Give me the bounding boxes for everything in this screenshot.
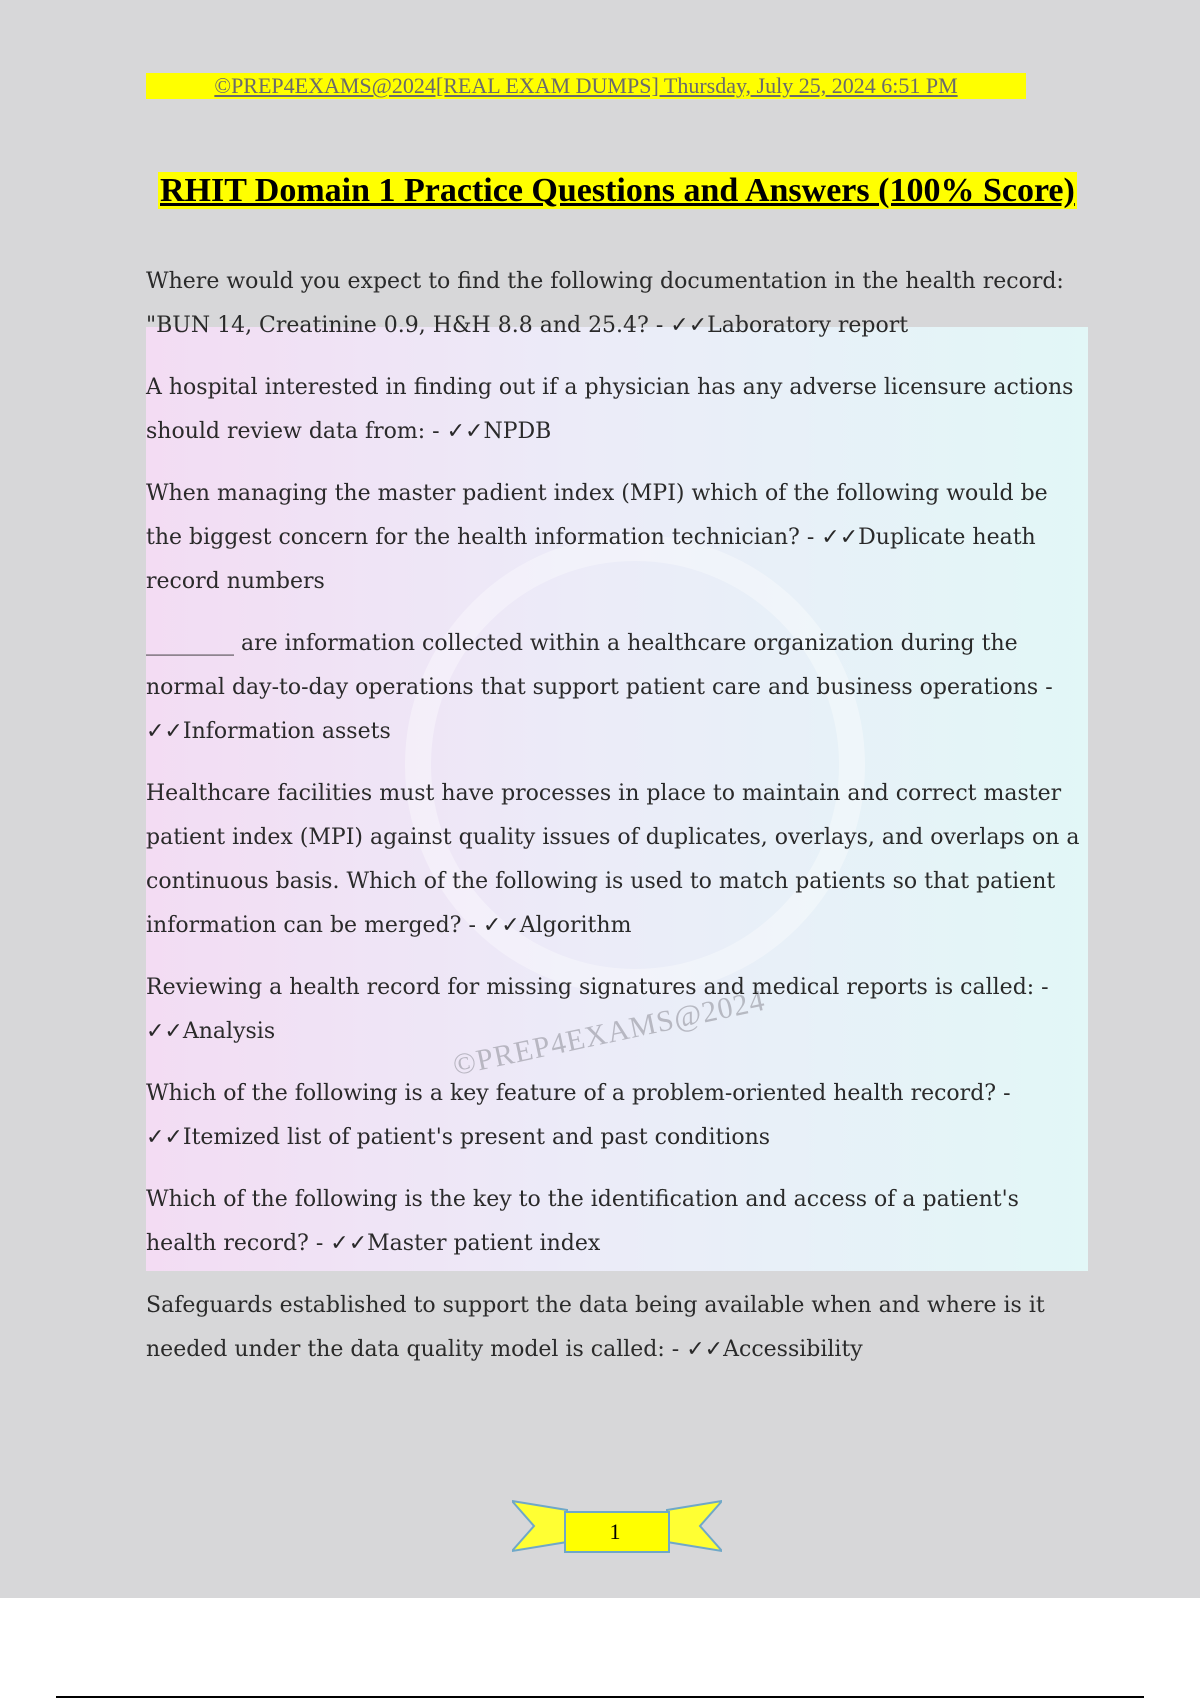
answer-text: Algorithm [519,913,632,938]
question-text: When managing the master padient index (MPI) which of the following would be the biggest concern for the health information technician? - [146,481,1048,550]
page-title [158,170,1077,212]
checkmark-icon: ✓✓ [446,419,484,444]
question-text: Where would you expect to find the following documentation in the health record: "BUN 14, Creatinine 0.9, H&H 8.8 and 25.4? - [146,269,1064,338]
checkmark-icon: ✓✓ [330,1231,368,1256]
qa-item [146,622,1086,754]
qa-item [146,966,1086,1054]
qa-item [146,472,1086,604]
checkmark-icon: ✓✓ [146,1019,183,1044]
qa-item [146,1284,1086,1372]
answer-text: Accessibility [723,1337,863,1362]
question-text: Which of the following is a key feature of a problem-oriented health record? - [146,1081,1011,1106]
qa-item [146,1072,1086,1160]
page-title-text: RHIT Domain 1 Practice Questions and Answers (100% Score) [160,172,1075,209]
qa-item [146,260,1086,348]
checkmark-icon: ✓✓ [146,1125,183,1150]
question-text: Healthcare facilities must have processes in place to maintain and correct master patient index (MPI) against quality issues of duplicates, overlays, and overlaps on a continuous basis. Which of the following is used to match patients so that patient information can be merged? - [146,781,1080,938]
header-banner [146,73,1026,99]
question-text: ________ are information collected within a healthcare organization during the normal day-to-day operations that support patient care and business operations - [146,631,1053,700]
checkmark-icon: ✓✓ [821,525,859,550]
checkmark-icon: ✓✓ [146,719,183,744]
checkmark-icon: ✓✓ [686,1337,724,1362]
header-banner-text: ©PREP4EXAMS@2024[REAL EXAM DUMPS] Thursday, July 25, 2024 6:51 PM [214,73,958,98]
question-text: Which of the following is the key to the identification and access of a patient's health record? - [146,1187,1019,1256]
answer-text: Master patient index [367,1231,601,1256]
qa-item [146,772,1086,948]
answer-text: Information assets [182,719,391,744]
question-text: A hospital interested in finding out if a physician has any adverse licensure actions should review data from: - [146,375,1074,444]
watermark-text: ©PREP4EXAMS@2024 [450,983,769,1083]
question-text: Reviewing a health record for missing signatures and medical reports is called: - [146,975,1049,1000]
checkmark-icon: ✓✓ [482,913,520,938]
qa-item [146,1178,1086,1266]
answer-text: Itemized list of patient's present and past conditions [182,1125,771,1150]
answer-text: Laboratory report [707,313,909,338]
answer-text: Duplicate heath record numbers [146,525,1036,594]
question-text: Safeguards established to support the data being available when and where is it needed under the data quality model is called: - [146,1293,1045,1362]
bottom-rule [56,1696,1144,1698]
answer-text: Analysis [182,1019,276,1044]
question-list [146,260,1086,1390]
page-number: 1 [609,1519,621,1544]
checkmark-icon: ✓✓ [670,313,708,338]
qa-item [146,366,1086,454]
answer-text: NPDB [483,419,552,444]
